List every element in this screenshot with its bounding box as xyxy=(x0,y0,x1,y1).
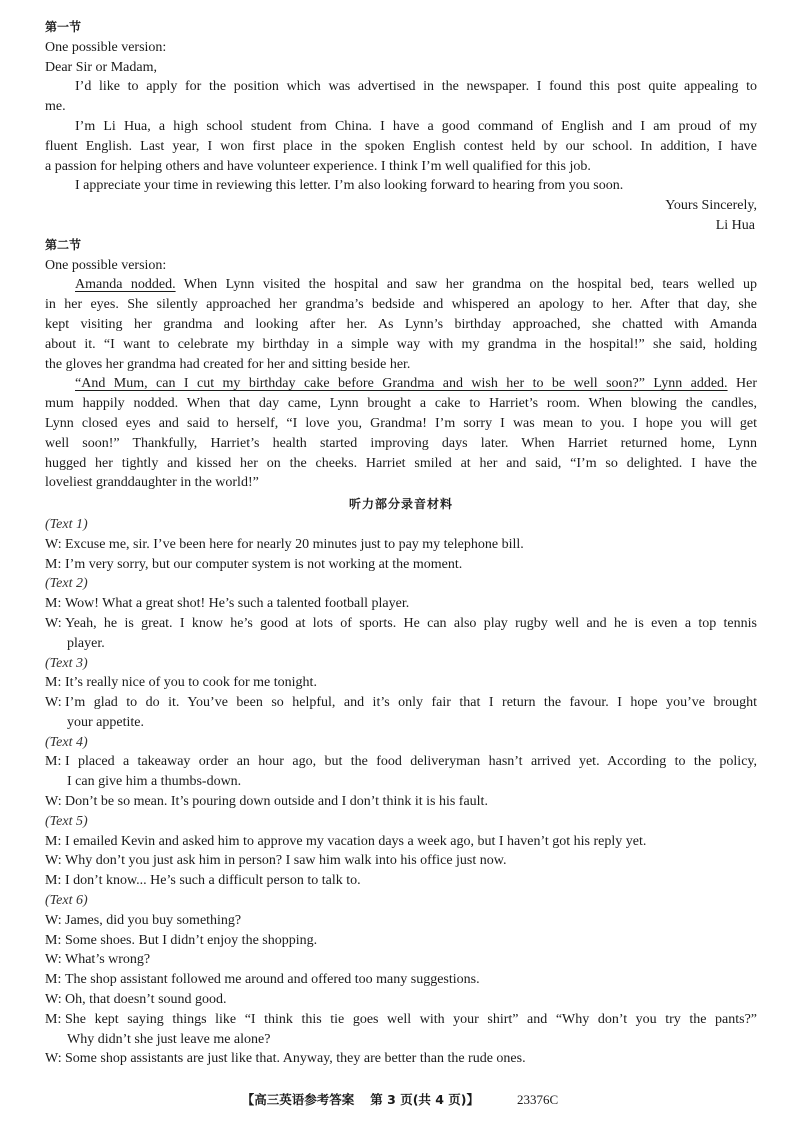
speaker-label: M: xyxy=(45,596,62,612)
dialogue-line xyxy=(45,1049,757,1069)
speaker-label: M: xyxy=(45,932,62,948)
dialogue-line xyxy=(45,990,757,1010)
dialogue-line xyxy=(45,931,757,951)
speaker-label: W: xyxy=(45,992,62,1008)
letter-paragraph-line: fluent English. Last year, I won first place in the spoken English contest held by our school. In addition, I have xyxy=(45,138,757,154)
dialogue-line xyxy=(45,752,757,772)
speaker-label: M: xyxy=(45,873,62,889)
dialogue-line: I can give him a thumbs-down. xyxy=(67,774,242,790)
speaker-label: M: xyxy=(45,556,62,572)
story-paragraph-line: Amanda nodded. When Lynn visited the hospital and saw her grandma on the hospital bed, tears welled up xyxy=(75,277,757,293)
section1-intro: One possible version: xyxy=(45,39,167,55)
speaker-label: M: xyxy=(45,833,62,849)
dialogue-text: I’m very sorry, but our computer system is not working at the moment. xyxy=(65,556,463,572)
section1-heading: 第一节 xyxy=(45,20,82,34)
text-tag: (Text 3) xyxy=(45,655,88,671)
text-tag: (Text 1) xyxy=(45,516,88,532)
letter-paragraph-line: me. xyxy=(45,99,66,115)
dialogue-line xyxy=(45,970,757,990)
story-paragraph-line: about it. “I want to celebrate my birthday in a simple way with my grandma in the hospital!” she said, holding xyxy=(45,336,757,352)
dialogue-line xyxy=(45,792,757,812)
dialogue-text: It’s really nice of you to cook for me tonight. xyxy=(65,675,317,691)
dialogue-line xyxy=(45,950,757,970)
dialogue-text: I don’t know... He’s such a difficult person to talk to. xyxy=(65,873,361,889)
dialogue-line xyxy=(45,693,757,713)
dialogue-line xyxy=(45,594,757,614)
dialogue-line xyxy=(45,535,757,555)
speaker-label: W: xyxy=(45,1051,62,1067)
story-paragraph-line: “And Mum, can I cut my birthday cake before Grandma and wish her to be well soon?” Lynn added. Her xyxy=(75,376,757,392)
story-paragraph-line: mum happily nodded. When that day came, Lynn brought a cake to Harriet’s room. When blowing the candles, xyxy=(45,396,757,412)
dialogue-line xyxy=(45,911,757,931)
dialogue-text: Don’t be so mean. It’s pouring down outside and I don’t think it is his fault. xyxy=(65,794,488,810)
story-paragraph-line: the gloves her grandma had created for her and sitting beside her. xyxy=(45,356,411,372)
dialogue-line xyxy=(45,1010,757,1030)
letter-paragraph-line: I’d like to apply for the position which was advertised in the newspaper. I found this post quite appealing to xyxy=(75,79,757,95)
speaker-label: W: xyxy=(45,952,62,968)
dialogue-text: Wow! What a great shot! He’s such a talented football player. xyxy=(65,596,410,612)
dialogue-text: What’s wrong? xyxy=(65,952,151,968)
story-paragraph-line: kept visiting her grandma and looking after her. As Lynn’s birthday approached, she chatted with Amanda xyxy=(45,316,757,332)
dialogue-line xyxy=(45,851,757,871)
text-tag: (Text 6) xyxy=(45,893,88,909)
dialogue-line xyxy=(45,614,757,634)
speaker-label: M: xyxy=(45,754,62,770)
dialogue-text: The shop assistant followed me around and offered too many suggestions. xyxy=(65,972,480,988)
dialogue-text: She kept saying things like “I think this tie goes well with your shirt” and “Why don’t you try the pants?” xyxy=(65,1011,757,1027)
letter-paragraph-line: a passion for helping others and have volunteer experience. I think I’m well qualified for this job. xyxy=(45,158,591,174)
dialogue-line xyxy=(45,673,757,693)
listening-title: 听力部分录音材料 xyxy=(348,497,453,512)
footer-code: 23376C xyxy=(517,1092,559,1107)
speaker-label: W: xyxy=(45,615,62,631)
speaker-label: W: xyxy=(45,853,62,869)
section2-heading: 第二节 xyxy=(45,237,82,252)
story-paragraph-line: Lynn closed eyes and said to herself, “I love you, Grandma! I’m sorry I was mean to you. I hope you will get xyxy=(45,415,757,431)
story-paragraph-line: well soon!” Thankfully, Harriet’s health started improving days later. When Harriet returned home, Lynn xyxy=(45,435,757,451)
dialogue-line xyxy=(45,871,757,891)
document-page xyxy=(45,18,757,1069)
speaker-label: W: xyxy=(45,912,62,928)
dialogue-line xyxy=(45,555,757,575)
speaker-label: M: xyxy=(45,675,62,691)
letter-signature: Li Hua xyxy=(715,217,755,233)
text-tag: (Text 5) xyxy=(45,813,88,829)
dialogue-text: Excuse me, sir. I’ve been here for nearly 20 minutes just to pay my telephone bill. xyxy=(65,536,524,552)
dialogue-text: Yeah, he is great. I know he’s good at lots of sports. He can also play rugby well and he is even a top tennis xyxy=(65,615,757,631)
story-paragraph-line: hugged her tightly and kissed her on the cheeks. Harriet smiled at her and said, “I’m so delighted. I have the xyxy=(45,455,757,471)
underlined-start-sentence: Amanda nodded. xyxy=(75,277,176,293)
dialogue-text: I placed a takeaway order an hour ago, but the food deliveryman hasn’t arrived yet. According to the policy, xyxy=(65,754,757,770)
speaker-label: W: xyxy=(45,794,62,810)
dialogue-text: Some shoes. But I didn’t enjoy the shopping. xyxy=(65,932,318,948)
dialogue-text: James, did you buy something? xyxy=(65,912,242,928)
speaker-label: M: xyxy=(45,972,62,988)
page-footer xyxy=(0,1090,800,1108)
dialogue-text: I emailed Kevin and asked him to approve my vacation days a week ago, but I haven’t got his reply yet. xyxy=(65,833,647,849)
underlined-start-sentence: “And Mum, can I cut my birthday cake before Grandma and wish her to be well soon?” Lynn added. xyxy=(75,376,728,392)
dialogue-line: Why didn’t she just leave me alone? xyxy=(67,1031,271,1047)
dialogue-line: your appetite. xyxy=(67,714,144,730)
letter-paragraph-line: I’m Li Hua, a high school student from China. I have a good command of English and I am proud of my xyxy=(75,118,757,134)
dialogue-text: Oh, that doesn’t sound good. xyxy=(65,992,227,1008)
letter-closing: Yours Sincerely, xyxy=(665,198,757,214)
listening-transcript xyxy=(45,515,757,1069)
letter-salutation: Dear Sir or Madam, xyxy=(45,59,157,75)
footer-label: 【高三英语参考答案 xyxy=(241,1092,355,1107)
story-paragraph-line: loveliest granddaughter in the world!” xyxy=(45,475,259,491)
text-tag: (Text 2) xyxy=(45,576,88,592)
footer-page-number: 第 3 页(共 4 页)】 xyxy=(370,1092,480,1107)
section2-intro: One possible version: xyxy=(45,257,167,273)
text-tag: (Text 4) xyxy=(45,734,88,750)
speaker-label: M: xyxy=(45,1011,62,1027)
speaker-label: W: xyxy=(45,695,62,711)
speaker-label: W: xyxy=(45,536,62,552)
dialogue-text: Some shop assistants are just like that. Anyway, they are better than the rude ones. xyxy=(65,1051,526,1067)
dialogue-line xyxy=(45,832,757,852)
letter-paragraph-line: I appreciate your time in reviewing this letter. I’m also looking forward to hearing from you soon. xyxy=(75,178,624,194)
dialogue-line: player. xyxy=(67,635,105,651)
dialogue-text: Why don’t you just ask him in person? I saw him walk into his office just now. xyxy=(65,853,507,869)
story-paragraph-line: in her eyes. She silently approached her grandma’s bedside and whispered an apology to her. After that day, she xyxy=(45,297,757,313)
dialogue-text: I’m glad to do it. You’ve been so helpful, and it’s only fair that I return the favour. I hope you’ve brought xyxy=(65,695,757,711)
